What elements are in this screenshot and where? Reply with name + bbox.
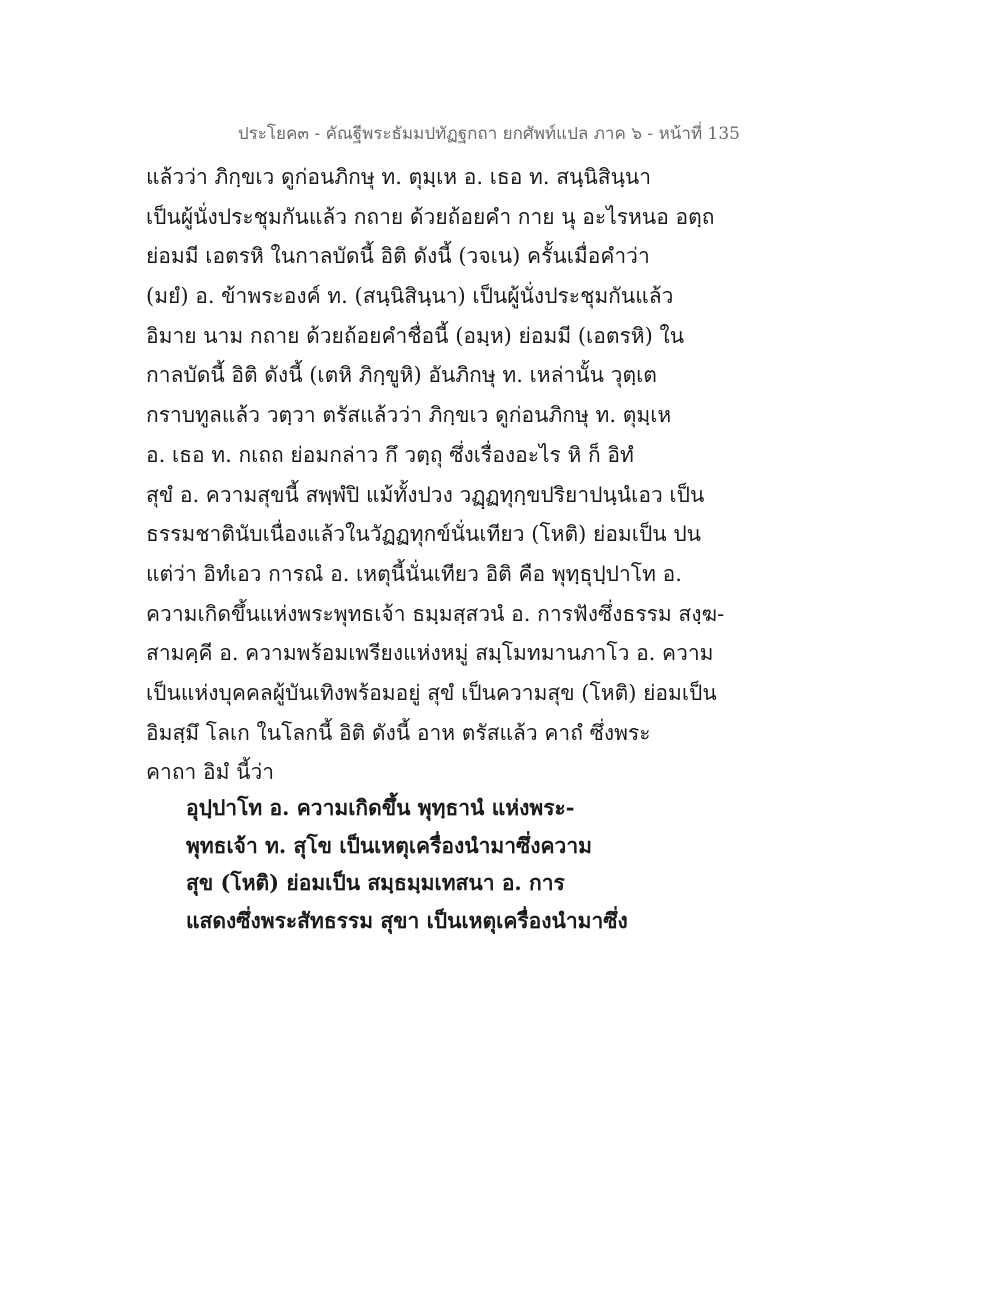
body-line: เป็นแห่งบุคคลผู้บันเทิงพร้อมอยู่ สุขํ เป็นความสุข (โหติ) ย่อมเป็น <box>146 680 717 705</box>
body-line: สามคฺคี อ. ความพร้อมเพรียงแห่งหมู่ สมฺโมทมานภาโว อ. ความ <box>146 641 714 666</box>
body-line: แล้วว่า ภิกฺขเว ดูก่อนภิกษุ ท. ตุมฺเห อ. เธอ ท. สนฺนิสินฺนา <box>146 165 652 189</box>
verse-line: อุปฺปาโท อ. ความเกิดขึ้น พุทฺธานํ แห่งพระ- <box>186 795 575 820</box>
body-text <box>146 158 866 793</box>
body-line: ธรรมชาตินับเนื่องแล้วในวัฏฏทุกข์นั่นเทียว (โหติ) ย่อมเป็น ปน <box>146 522 702 547</box>
body-line: แต่ว่า อิทํเอว การณํ อ. เหตุนี้นั่นเทียว อิติ คือ พุทฺธุปฺปาโท อ. <box>146 561 682 586</box>
body-line: กาลบัดนี้ อิติ ดังนี้ (เตหิ ภิกฺขูหิ) อันภิกษุ ท. เหล่านั้น วุตฺเต <box>146 363 657 388</box>
body-line: อ. เธอ ท. กเถถ ย่อมกล่าว กึ วตฺถุ ซึ่งเรื่องอะไร หิ ก็ อิทํ <box>146 442 634 467</box>
verse-line: พุทธเจ้า ท. สุโข เป็นเหตุเครื่องนำมาซึ่งความ <box>186 832 592 858</box>
verse-line: แสดงซึ่งพระสัทธรรม สุขา เป็นเหตุเครื่องนำมาซึ่ง <box>186 907 628 933</box>
verse-block <box>186 789 866 939</box>
verse-line: สุข (โหติ) ย่อมเป็น สมฺธมฺมเทสนา อ. การ <box>186 870 565 895</box>
body-line: เป็นผู้นั่งประชุมกันแล้ว กถาย ด้วยถ้อยคำ กาย นุ อะไรหนอ อตฺถ <box>146 204 715 229</box>
body-line: (มยํ) อ. ข้าพระองค์ ท. (สนฺนิสินฺนา) เป็นผู้นั่งประชุมกันแล้ว <box>146 284 674 309</box>
body-line: อิมสฺมึ โลเก ในโลกนี้ อิติ ดังนี้ อาห ตรัสแล้ว คาถํ ซึ่งพระ <box>146 720 651 745</box>
body-line: ความเกิดขึ้นแห่งพระพุทธเจ้า ธมฺมสฺสวนํ อ. การฟังซึ่งธรรม สงฺฆ- <box>146 601 725 626</box>
body-line: อิมาย นาม กถาย ด้วยถ้อยคำชื่อนี้ (อมฺห) ย่อมมี (เอตรหิ) ใน <box>146 323 685 348</box>
running-header: ประโยค๓ - คัณฐีพระธัมมปทัฏฐกถา ยกศัพท์แปล ภาค ๖ - หน้าที่ 135 <box>237 124 740 144</box>
body-line: กราบทูลแล้ว วตฺวา ตรัสแล้วว่า ภิกฺขเว ดูก่อนภิกษุ ท. ตุมฺเห <box>146 403 672 428</box>
body-line: ย่อมมี เอตรหิ ในกาลบัดนี้ อิติ ดังนี้ (วจเน) ครั้นเมื่อคำว่า <box>146 244 650 269</box>
body-line: คาถา อิมํ นี้ว่า <box>146 760 275 785</box>
body-line: สุขํ อ. ความสุขนี้ สพฺพํปิ แม้ทั้งปวง วฏฺฏทุกฺขปริยาปนฺนํเอว เป็น <box>146 482 705 507</box>
